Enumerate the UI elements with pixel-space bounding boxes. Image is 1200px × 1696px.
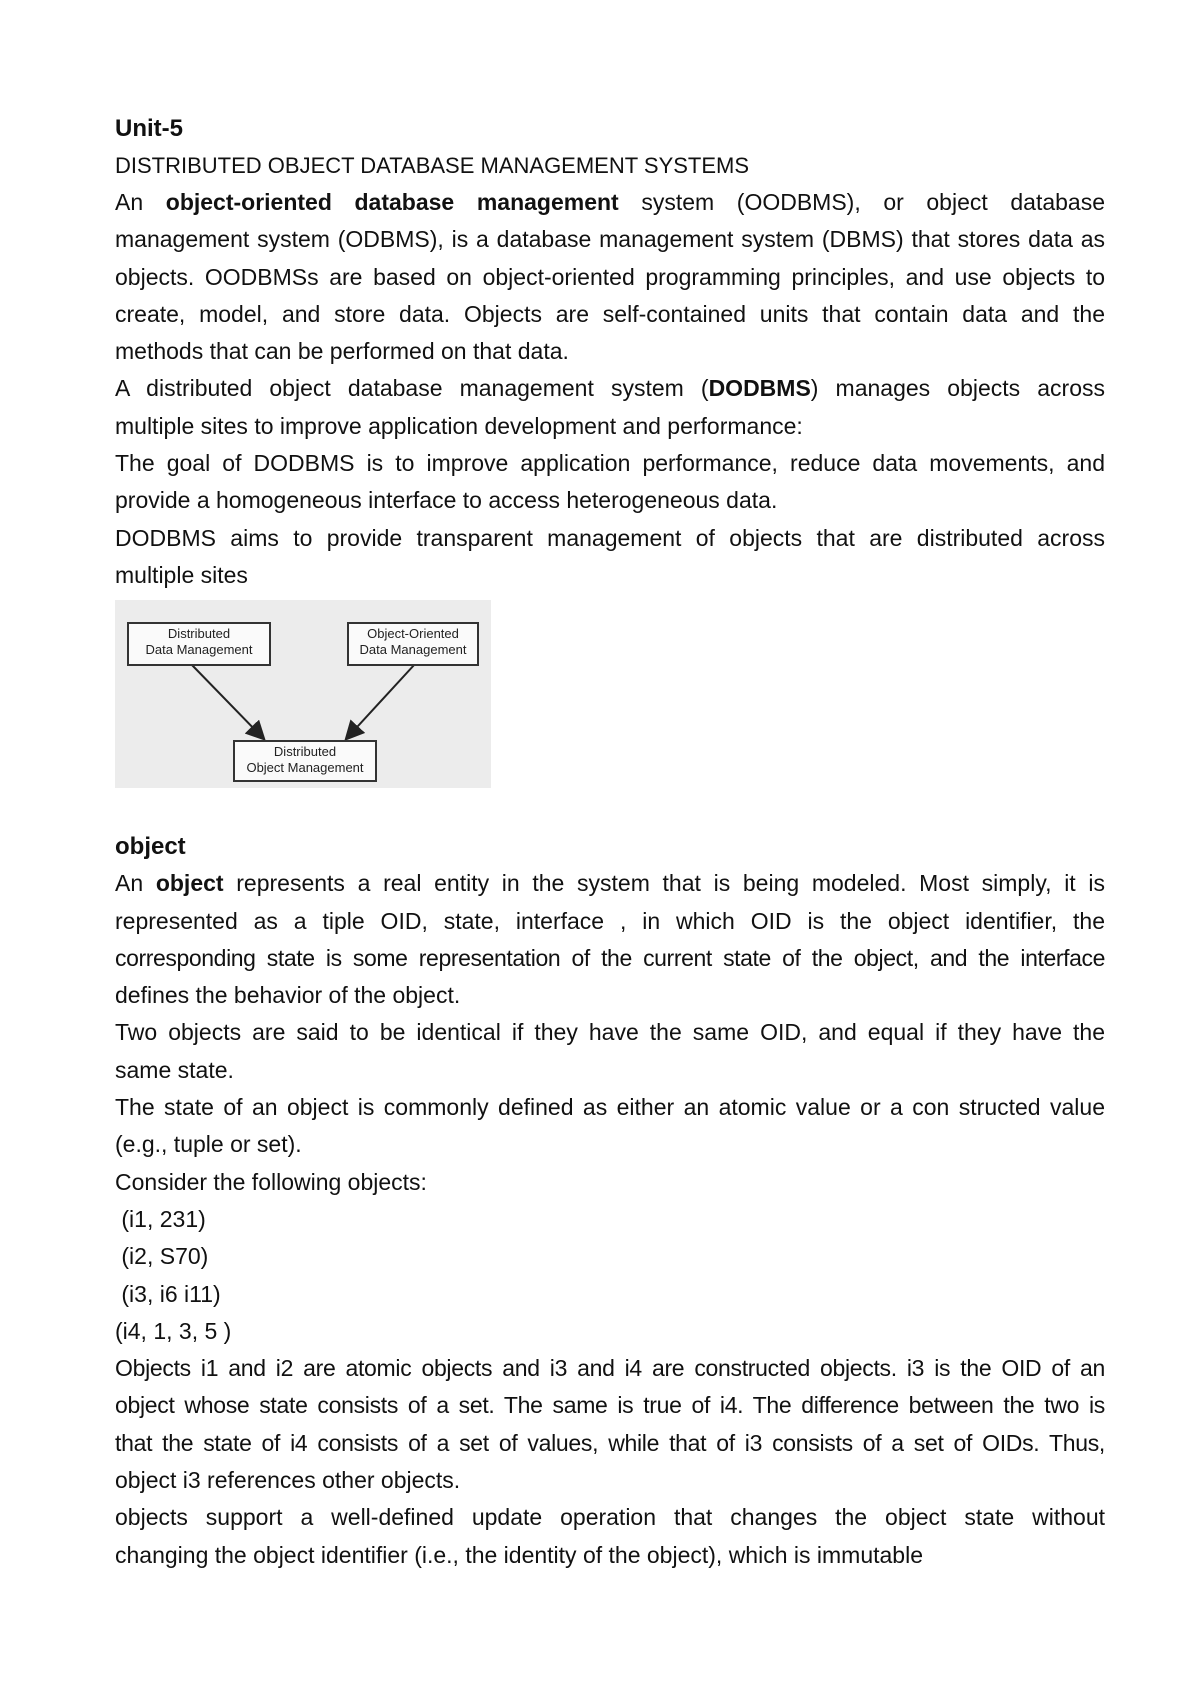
object-p2-line-1: Two objects are said to be identical if they have the same OID, and equal if they have the bbox=[115, 1019, 1105, 1046]
object-p6-line-1: objects support a well-defined update operation that changes the object state without bbox=[115, 1504, 1105, 1531]
object-p6-line-2: changing the object identifier (i.e., the identity of the object), which is immutable bbox=[115, 1541, 923, 1568]
object-heading: object bbox=[115, 833, 186, 861]
intro-line-3: objects. OODBMSs are based on object-oriented programming principles, and use objects to bbox=[115, 263, 1105, 290]
object-p1-line-2: represented as a tiple OID, state, interface , in which OID is the object identifier, the bbox=[115, 907, 1105, 934]
object-p3-line-2: (e.g., tuple or set). bbox=[115, 1131, 302, 1158]
arrow-left bbox=[191, 664, 263, 738]
dodbms-line-3: The goal of DODBMS is to improve application performance, reduce data movements, and bbox=[115, 450, 1105, 477]
object-list bbox=[115, 1201, 1105, 1350]
object-p5-line-3: that the state of i4 consists of a set of values, while that of i3 consists of a set of OIDs. Thus, bbox=[115, 1429, 1105, 1456]
object-p4: Consider the following objects: bbox=[115, 1168, 427, 1195]
object-p3-line-1: The state of an object is commonly defined as either an atomic value or a con structed value bbox=[115, 1094, 1105, 1121]
dodbms-line-4: provide a homogeneous interface to access heterogeneous data. bbox=[115, 487, 778, 514]
intro-line-4: create, model, and store data. Objects are self-contained units that contain data and the bbox=[115, 300, 1105, 327]
document-page bbox=[115, 110, 1105, 1574]
object-list-item: (i2, S70) bbox=[115, 1243, 209, 1270]
object-p5-line-4: object i3 references other objects. bbox=[115, 1467, 461, 1494]
object-p1-line-3: corresponding state is some representation of the current state of the object, and the interface bbox=[115, 944, 1105, 971]
box-distributed-data-management: Distributed Data Management bbox=[127, 622, 271, 666]
box-object-oriented-data-management: Object-Oriented Data Management bbox=[347, 622, 479, 666]
document-title: DISTRIBUTED OBJECT DATABASE MANAGEMENT SYSTEMS bbox=[115, 153, 750, 178]
object-p1-line-1: An object represents a real entity in the system that is being modeled. Most simply, it is bbox=[115, 870, 1105, 897]
intro-line-2: management system (ODBMS), is a database management system (DBMS) that stores data as bbox=[115, 226, 1105, 253]
object-p5-line-1: Objects i1 and i2 are atomic objects and i3 and i4 are constructed objects. i3 is the OID of an bbox=[115, 1355, 1105, 1382]
object-p1-line-4: defines the behavior of the object. bbox=[115, 982, 461, 1009]
arrow-right bbox=[347, 664, 415, 738]
box-distributed-object-management: Distributed Object Management bbox=[233, 740, 377, 782]
object-list-item: (i1, 231) bbox=[115, 1205, 206, 1232]
dodbms-line-2: multiple sites to improve application development and performance: bbox=[115, 412, 803, 439]
object-list-item: (i4, 1, 3, 5 ) bbox=[115, 1317, 232, 1344]
dodbms-line-6: multiple sites bbox=[115, 561, 248, 588]
intro-line-1: An object-oriented database management system (OODBMS), or object database bbox=[115, 189, 1106, 215]
dodbms-diagram bbox=[115, 600, 491, 788]
dodbms-line-5: DODBMS aims to provide transparent management of objects that are distributed across bbox=[115, 524, 1105, 551]
object-p2-line-2: same state. bbox=[115, 1056, 234, 1083]
unit-heading: Unit-5 bbox=[115, 115, 183, 142]
dodbms-line-1: A distributed object database management system (DODBMS) manages objects across bbox=[115, 375, 1105, 402]
object-list-item: (i3, i6 i11) bbox=[115, 1280, 221, 1307]
object-p5-line-2: object whose state consists of a set. The same is true of i4. The difference between the two is bbox=[115, 1392, 1105, 1419]
intro-line-5: methods that can be performed on that data. bbox=[115, 338, 569, 365]
